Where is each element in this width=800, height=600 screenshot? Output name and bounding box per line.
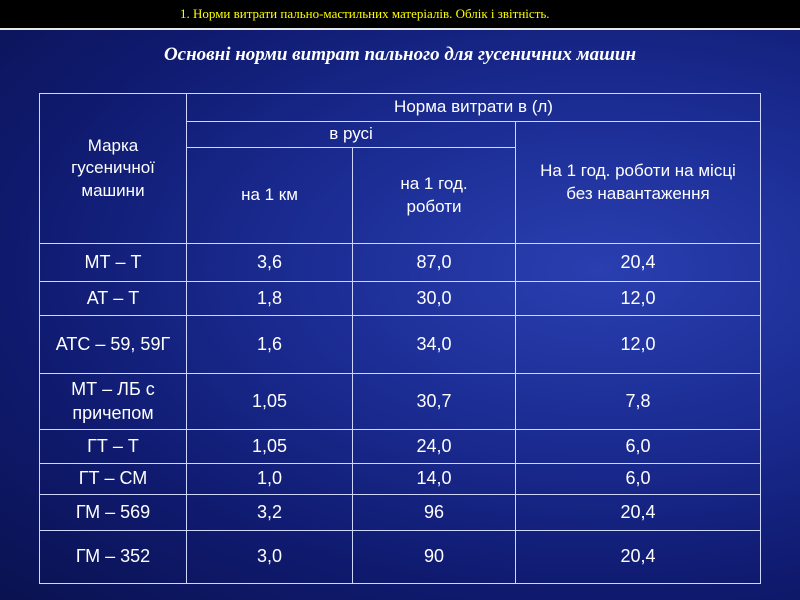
cell-idle: 12,0	[516, 316, 761, 374]
cell-per-hour: 90	[353, 531, 516, 584]
cell-per-hour: 30,0	[353, 282, 516, 316]
cell-per-hour: 34,0	[353, 316, 516, 374]
table-row	[40, 282, 761, 316]
cell-per-hour: 87,0	[353, 244, 516, 282]
cell-idle: 6,0	[516, 464, 761, 495]
header-moving: в русі	[187, 122, 516, 148]
cell-brand: ГТ – Т	[40, 430, 187, 464]
cell-per-km: 3,0	[187, 531, 353, 584]
table-row	[40, 374, 761, 430]
cell-per-km: 3,2	[187, 495, 353, 531]
table-row	[40, 531, 761, 584]
fuel-norms-table	[39, 93, 761, 584]
cell-per-km: 1,05	[187, 374, 353, 430]
cell-brand: ГТ – СМ	[40, 464, 187, 495]
cell-per-km: 3,6	[187, 244, 353, 282]
cell-brand: МТ – Т	[40, 244, 187, 282]
cell-brand: АТС – 59, 59Г	[40, 316, 187, 374]
header-per-hour: на 1 год. роботи	[353, 148, 516, 244]
cell-brand: ГМ – 569	[40, 495, 187, 531]
cell-per-km: 1,05	[187, 430, 353, 464]
cell-idle: 6,0	[516, 430, 761, 464]
cell-per-hour: 24,0	[353, 430, 516, 464]
cell-brand: АТ – Т	[40, 282, 187, 316]
cell-brand: МТ – ЛБ с причепом	[40, 374, 187, 430]
cell-per-km: 1,6	[187, 316, 353, 374]
breadcrumb: 1. Норми витрати пально-мастильних матеріалів. Облік і звітність.	[180, 6, 550, 21]
cell-idle: 20,4	[516, 531, 761, 584]
table-row	[40, 495, 761, 531]
header-norm: Норма витрати в (л)	[187, 94, 761, 122]
cell-per-hour: 14,0	[353, 464, 516, 495]
cell-idle: 12,0	[516, 282, 761, 316]
cell-brand: ГМ – 352	[40, 531, 187, 584]
cell-per-km: 1,0	[187, 464, 353, 495]
header-divider	[0, 28, 800, 30]
header-brand: Марка гусеничної машини	[40, 94, 187, 244]
cell-per-km: 1,8	[187, 282, 353, 316]
table-row	[40, 464, 761, 495]
table-row	[40, 244, 761, 282]
table-row	[40, 316, 761, 374]
page-title: Основні норми витрат пального для гусеничних машин	[163, 44, 637, 65]
header-idle: На 1 год. роботи на місці без навантаження	[516, 122, 761, 244]
header-bar	[0, 0, 800, 28]
cell-idle: 7,8	[516, 374, 761, 430]
cell-idle: 20,4	[516, 495, 761, 531]
cell-per-hour: 96	[353, 495, 516, 531]
header-per-km: на 1 км	[187, 148, 353, 244]
table-row	[40, 430, 761, 464]
cell-per-hour: 30,7	[353, 374, 516, 430]
cell-idle: 20,4	[516, 244, 761, 282]
